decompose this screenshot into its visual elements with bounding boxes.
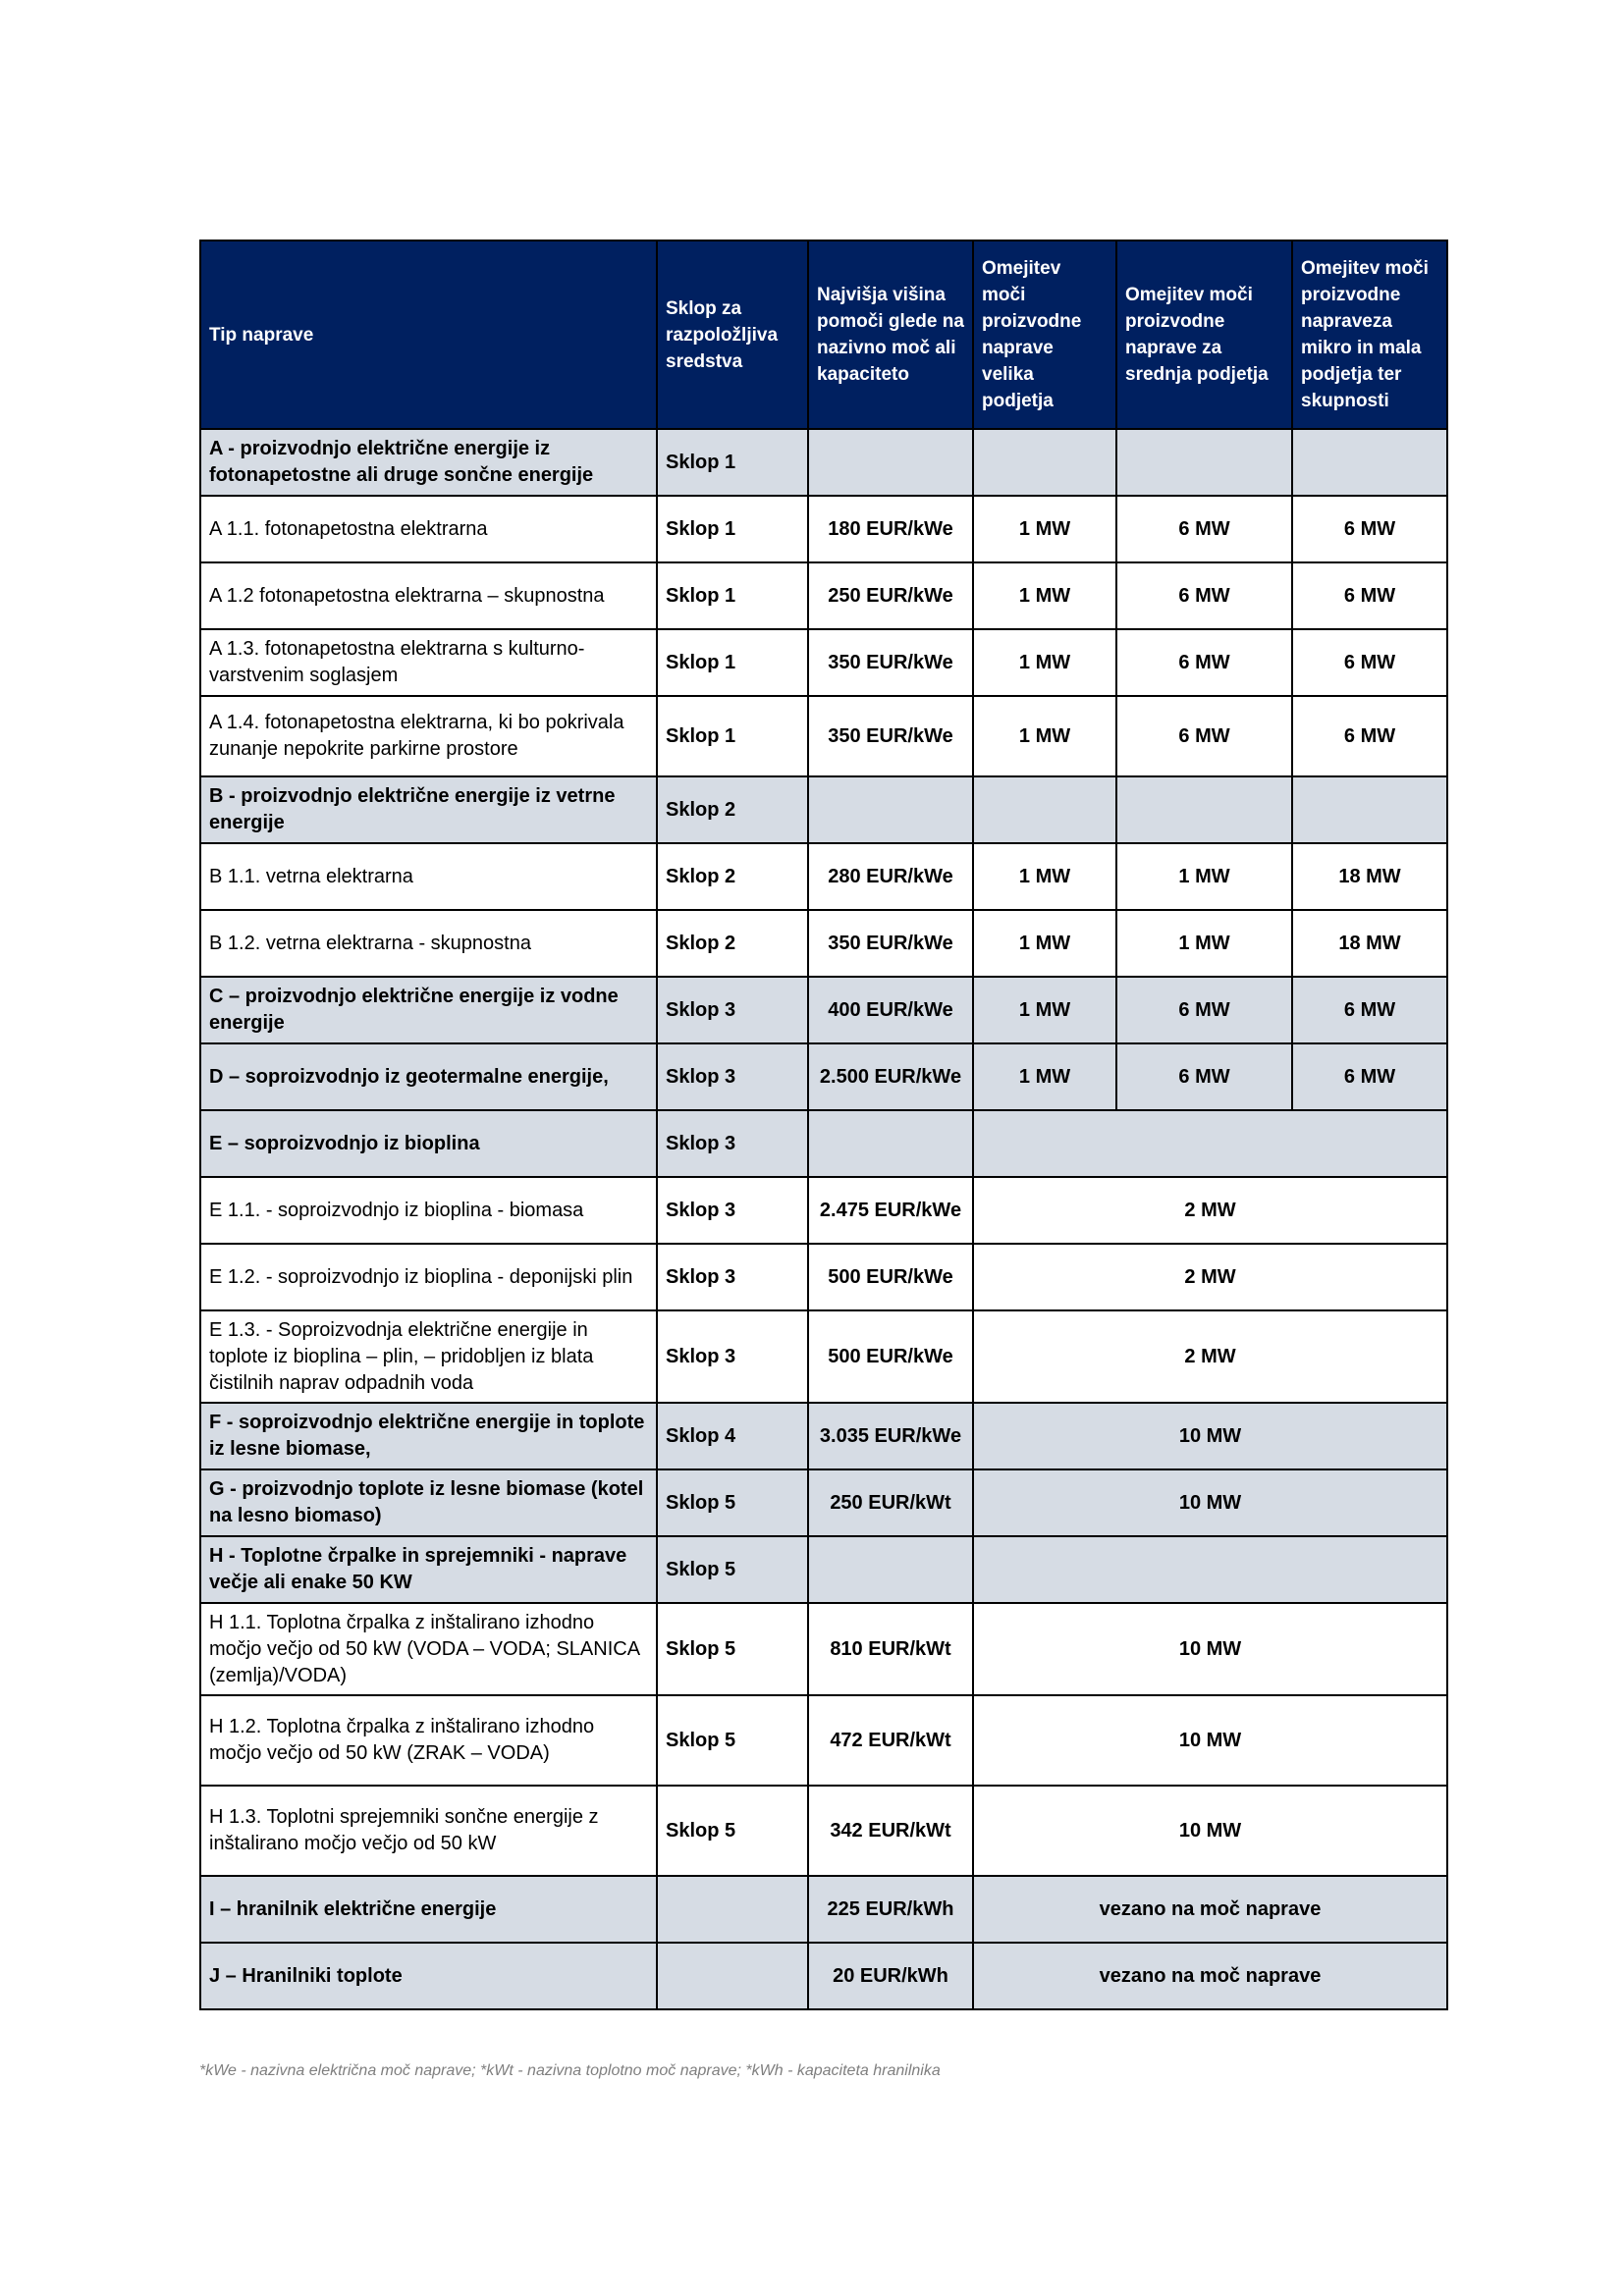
row-type: H - Toplotne črpalke in sprejemniki - naprave večje ali enake 50 KW xyxy=(200,1536,657,1603)
row-limit-small xyxy=(1292,776,1447,843)
row-limit-medium: 1 MW xyxy=(1116,843,1292,910)
table-row xyxy=(200,1876,1447,1943)
row-type: A 1.3. fotonapetostna elektrarna s kulturno-varstvenim soglasjem xyxy=(200,629,657,696)
row-aid: 500 EUR/kWe xyxy=(808,1310,973,1403)
table-row xyxy=(200,629,1447,696)
row-aid: 350 EUR/kWe xyxy=(808,910,973,977)
row-type: J – Hranilniki toplote xyxy=(200,1943,657,2009)
row-aid: 250 EUR/kWt xyxy=(808,1469,973,1536)
row-limit xyxy=(973,1536,1447,1603)
row-aid: 3.035 EUR/kWe xyxy=(808,1403,973,1469)
header-tip-naprave: Tip naprave xyxy=(200,240,657,429)
row-limit: 2 MW xyxy=(973,1177,1447,1244)
row-limit-medium: 6 MW xyxy=(1116,1043,1292,1110)
row-limit-medium: 6 MW xyxy=(1116,696,1292,776)
row-sklop: Sklop 1 xyxy=(657,562,808,629)
table-row xyxy=(200,843,1447,910)
table-row xyxy=(200,1110,1447,1177)
row-sklop: Sklop 5 xyxy=(657,1603,808,1695)
table-row xyxy=(200,496,1447,562)
row-sklop: Sklop 3 xyxy=(657,1244,808,1310)
row-limit-large: 1 MW xyxy=(973,977,1116,1043)
table-row xyxy=(200,1043,1447,1110)
table-row xyxy=(200,429,1447,496)
table-header-row xyxy=(200,240,1447,429)
table-row xyxy=(200,776,1447,843)
row-aid: 225 EUR/kWh xyxy=(808,1876,973,1943)
row-aid: 400 EUR/kWe xyxy=(808,977,973,1043)
row-limit: 2 MW xyxy=(973,1310,1447,1403)
row-sklop: Sklop 3 xyxy=(657,1043,808,1110)
row-aid: 350 EUR/kWe xyxy=(808,629,973,696)
row-aid xyxy=(808,1536,973,1603)
row-type: B 1.1. vetrna elektrarna xyxy=(200,843,657,910)
row-limit-large xyxy=(973,429,1116,496)
table-row xyxy=(200,1786,1447,1876)
table-row xyxy=(200,1403,1447,1469)
table-row xyxy=(200,977,1447,1043)
row-aid: 810 EUR/kWt xyxy=(808,1603,973,1695)
row-type: H 1.1. Toplotna črpalka z inštalirano izhodno močjo večjo od 50 kW (VODA – VODA; SLANICA (zemlja)/VODA) xyxy=(200,1603,657,1695)
row-sklop: Sklop 1 xyxy=(657,496,808,562)
row-limit-small: 6 MW xyxy=(1292,562,1447,629)
row-limit-small: 18 MW xyxy=(1292,843,1447,910)
table-row xyxy=(200,1469,1447,1536)
row-aid: 342 EUR/kWt xyxy=(808,1786,973,1876)
row-limit xyxy=(973,1110,1447,1177)
header-omejitev-mikro: Omejitev moči proizvodne napraveza mikro in mala podjetja ter skupnosti xyxy=(1292,240,1447,429)
row-limit-small: 6 MW xyxy=(1292,1043,1447,1110)
row-type: G - proizvodnjo toplote iz lesne biomase (kotel na lesno biomaso) xyxy=(200,1469,657,1536)
row-type: F - soproizvodnjo električne energije in toplote iz lesne biomase, xyxy=(200,1403,657,1469)
row-type: H 1.2. Toplotna črpalka z inštalirano izhodno močjo večjo od 50 kW (ZRAK – VODA) xyxy=(200,1695,657,1786)
row-aid: 180 EUR/kWe xyxy=(808,496,973,562)
row-limit: 2 MW xyxy=(973,1244,1447,1310)
row-aid: 2.475 EUR/kWe xyxy=(808,1177,973,1244)
row-limit-small: 18 MW xyxy=(1292,910,1447,977)
row-aid: 20 EUR/kWh xyxy=(808,1943,973,2009)
row-type: B - proizvodnjo električne energije iz vetrne energije xyxy=(200,776,657,843)
row-sklop: Sklop 5 xyxy=(657,1695,808,1786)
row-aid xyxy=(808,1110,973,1177)
row-sklop: Sklop 3 xyxy=(657,977,808,1043)
row-sklop: Sklop 2 xyxy=(657,843,808,910)
row-sklop: Sklop 5 xyxy=(657,1536,808,1603)
row-type: H 1.3. Toplotni sprejemniki sončne energije z inštalirano močjo večjo od 50 kW xyxy=(200,1786,657,1876)
row-type: A 1.4. fotonapetostna elektrarna, ki bo pokrivala zunanje nepokrite parkirne prostore xyxy=(200,696,657,776)
row-aid: 280 EUR/kWe xyxy=(808,843,973,910)
row-sklop xyxy=(657,1876,808,1943)
row-limit-large: 1 MW xyxy=(973,496,1116,562)
row-type: I – hranilnik električne energije xyxy=(200,1876,657,1943)
row-limit-medium: 6 MW xyxy=(1116,977,1292,1043)
row-aid xyxy=(808,429,973,496)
table-row xyxy=(200,1536,1447,1603)
row-limit-large: 1 MW xyxy=(973,562,1116,629)
row-type: A - proizvodnjo električne energije iz fotonapetostne ali druge sončne energije xyxy=(200,429,657,496)
row-limit-large: 1 MW xyxy=(973,629,1116,696)
row-type: E 1.3. - Soproizvodnja električne energije in toplote iz bioplina – plin, – pridobljen iz blata čistilnih naprav odpadnih voda xyxy=(200,1310,657,1403)
row-sklop: Sklop 3 xyxy=(657,1177,808,1244)
row-limit: 10 MW xyxy=(973,1603,1447,1695)
table-row xyxy=(200,1695,1447,1786)
row-sklop: Sklop 5 xyxy=(657,1786,808,1876)
row-limit: vezano na moč naprave xyxy=(973,1876,1447,1943)
footnote: *kWe - nazivna električna moč naprave; *kWt - nazivna toplotno moč naprave; *kWh - kapaciteta hranilnika xyxy=(199,2062,941,2079)
table-row xyxy=(200,1244,1447,1310)
row-limit-medium: 6 MW xyxy=(1116,629,1292,696)
row-limit: 10 MW xyxy=(973,1403,1447,1469)
row-type: A 1.1. fotonapetostna elektrarna xyxy=(200,496,657,562)
row-limit-small: 6 MW xyxy=(1292,496,1447,562)
row-limit-medium xyxy=(1116,429,1292,496)
row-limit-small xyxy=(1292,429,1447,496)
table-row xyxy=(200,1310,1447,1403)
row-limit-small: 6 MW xyxy=(1292,696,1447,776)
table-row xyxy=(200,1943,1447,2009)
row-aid: 500 EUR/kWe xyxy=(808,1244,973,1310)
header-najvisja-visina: Najvišja višina pomoči glede na nazivno moč ali kapaciteto xyxy=(808,240,973,429)
row-limit-medium xyxy=(1116,776,1292,843)
row-limit-medium: 6 MW xyxy=(1116,496,1292,562)
row-limit: vezano na moč naprave xyxy=(973,1943,1447,2009)
row-limit-large xyxy=(973,776,1116,843)
table-row xyxy=(200,1603,1447,1695)
header-omejitev-srednja: Omejitev moči proizvodne naprave za srednja podjetja xyxy=(1116,240,1292,429)
row-type: C – proizvodnjo električne energije iz vodne energije xyxy=(200,977,657,1043)
row-type: E 1.2. - soproizvodnjo iz bioplina - deponijski plin xyxy=(200,1244,657,1310)
row-limit-small: 6 MW xyxy=(1292,629,1447,696)
row-sklop: Sklop 1 xyxy=(657,429,808,496)
row-type: B 1.2. vetrna elektrarna - skupnostna xyxy=(200,910,657,977)
row-aid: 472 EUR/kWt xyxy=(808,1695,973,1786)
row-type: A 1.2 fotonapetostna elektrarna – skupnostna xyxy=(200,562,657,629)
row-sklop: Sklop 1 xyxy=(657,696,808,776)
row-limit-large: 1 MW xyxy=(973,843,1116,910)
table-row xyxy=(200,562,1447,629)
table-row xyxy=(200,910,1447,977)
row-aid: 2.500 EUR/kWe xyxy=(808,1043,973,1110)
row-sklop: Sklop 2 xyxy=(657,910,808,977)
row-limit-large: 1 MW xyxy=(973,696,1116,776)
table-row xyxy=(200,1177,1447,1244)
row-limit-large: 1 MW xyxy=(973,1043,1116,1110)
row-limit: 10 MW xyxy=(973,1469,1447,1536)
row-limit: 10 MW xyxy=(973,1695,1447,1786)
header-omejitev-velika: Omejitev moči proizvodne naprave velika podjetja xyxy=(973,240,1116,429)
row-sklop: Sklop 5 xyxy=(657,1469,808,1536)
header-sklop: Sklop za razpoložljiva sredstva xyxy=(657,240,808,429)
row-sklop: Sklop 1 xyxy=(657,629,808,696)
row-aid xyxy=(808,776,973,843)
row-limit: 10 MW xyxy=(973,1786,1447,1876)
row-sklop xyxy=(657,1943,808,2009)
subsidy-table xyxy=(199,240,1448,2010)
row-type: D – soproizvodnjo iz geotermalne energije, xyxy=(200,1043,657,1110)
row-type: E – soproizvodnjo iz bioplina xyxy=(200,1110,657,1177)
row-limit-small: 6 MW xyxy=(1292,977,1447,1043)
row-limit-medium: 1 MW xyxy=(1116,910,1292,977)
row-limit-medium: 6 MW xyxy=(1116,562,1292,629)
row-sklop: Sklop 2 xyxy=(657,776,808,843)
row-sklop: Sklop 4 xyxy=(657,1403,808,1469)
row-sklop: Sklop 3 xyxy=(657,1110,808,1177)
row-sklop: Sklop 3 xyxy=(657,1310,808,1403)
table-row xyxy=(200,696,1447,776)
row-type: E 1.1. - soproizvodnjo iz bioplina - biomasa xyxy=(200,1177,657,1244)
row-limit-large: 1 MW xyxy=(973,910,1116,977)
row-aid: 250 EUR/kWe xyxy=(808,562,973,629)
row-aid: 350 EUR/kWe xyxy=(808,696,973,776)
